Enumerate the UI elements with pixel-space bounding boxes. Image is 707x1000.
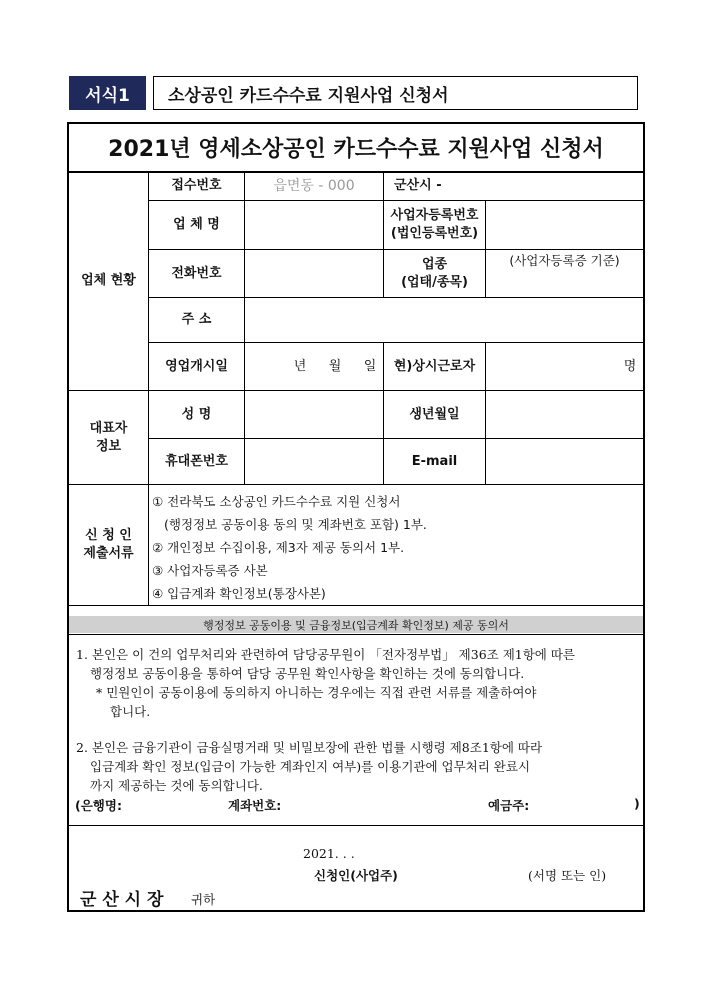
paragraph-line: 2. 본인은 금융기관이 금융실명거래 및 비밀보장에 관한 법률 시행령 제8조1항에 따라 xyxy=(76,740,543,755)
recipient: 군 산 시 장 xyxy=(80,890,164,910)
account-holder-label: 예금주: xyxy=(488,798,530,813)
industry-label: 업종 (업태/종목) xyxy=(401,256,468,290)
receipt-number-placeholder[interactable]: 읍면동 - 000 xyxy=(273,177,355,194)
divider xyxy=(67,634,645,635)
list-item: ② 개인정보 수집이용, 제3자 제공 동의서 1부. xyxy=(152,540,405,555)
form-number-tag: 서식1 xyxy=(69,76,146,110)
mobile-label: 휴대폰번호 xyxy=(165,453,228,469)
paragraph-line: 까지 제공하는 것에 동의합니다. xyxy=(90,778,263,793)
paragraph-line: 1. 본인은 이 건의 업무처리와 관련하여 담당공무원이 「전자정부법」 제36조 제1항에 따른 xyxy=(76,647,575,662)
open-date-day: 일 xyxy=(363,358,377,374)
company-name-label: 업 체 명 xyxy=(173,217,220,233)
phone-field[interactable] xyxy=(245,250,383,297)
list-item: ③ 사업자등록증 사본 xyxy=(152,563,268,578)
address-label: 주 소 xyxy=(181,312,212,328)
open-date-year: 년 xyxy=(293,358,307,374)
rep-name-label: 성 명 xyxy=(181,406,212,422)
email-label: E-mail xyxy=(411,453,458,469)
bank-name-label: (은행명: xyxy=(75,798,122,813)
birth-date-label: 생년월일 xyxy=(409,406,460,422)
business-number-field[interactable] xyxy=(486,201,643,249)
paragraph-line: 행정정보 공동이용을 통하여 담당 공무원 확인사항을 확인하는 것에 동의합니다. xyxy=(90,666,525,681)
company-name-field[interactable] xyxy=(245,201,383,249)
birth-date-field[interactable] xyxy=(486,391,643,438)
list-item: ④ 입금계좌 확인정보(통장사본) xyxy=(152,586,326,601)
phone-label: 전화번호 xyxy=(171,265,222,281)
close-paren: ) xyxy=(634,796,640,811)
open-date-label: 영업개시일 xyxy=(165,358,228,374)
account-number-label: 계좌번호: xyxy=(228,798,282,813)
paragraph-line: 합니다. xyxy=(110,704,151,719)
documents-section-label: 신 청 인 제출서류 xyxy=(83,528,134,561)
industry-note: (사업자등록증 기준) xyxy=(509,252,620,268)
receipt-city: 군산시 - xyxy=(394,178,442,194)
company-section-label: 업체 현황 xyxy=(81,273,136,289)
representative-section-label: 대표자 정보 xyxy=(89,420,128,454)
paragraph-line: * 민원인이 공동이용에 동의하지 아니하는 경우에는 직접 관련 서류를 제출하여야 xyxy=(96,685,537,700)
list-item: ① 전라북도 소상공인 카드수수료 지원 신청서 xyxy=(152,494,401,509)
paragraph-line: 입금계좌 확인 정보(입금이 가능한 계좌인지 여부)를 이용기관에 업무처리 완료시 xyxy=(90,759,531,774)
consent-paragraph-1 xyxy=(76,645,575,721)
workers-label: 현)상시근로자 xyxy=(393,358,476,374)
application-date: 2021. . . xyxy=(303,846,355,861)
applicant-label: 신청인(사업주) xyxy=(314,868,398,883)
divider xyxy=(67,605,645,606)
email-field[interactable] xyxy=(486,439,643,484)
receipt-number-label: 접수번호 xyxy=(171,178,222,194)
page-title: 2021년 영세소상공인 카드수수료 지원사업 신청서 xyxy=(108,136,604,162)
sign-note: (서명 또는 인) xyxy=(528,868,607,883)
address-field[interactable] xyxy=(245,298,643,342)
business-number-label: 사업자등록번호 (법인등록번호) xyxy=(390,208,479,241)
divider xyxy=(67,825,645,826)
form-header-title: 소상공인 카드수수료 지원사업 신청서 xyxy=(153,76,638,110)
open-date-month: 월 xyxy=(328,358,342,374)
rep-name-field[interactable] xyxy=(245,391,383,438)
list-item: (행정정보 공동이용 동의 및 계좌번호 포함) 1부. xyxy=(164,517,427,532)
consent-paragraph-2 xyxy=(76,738,542,795)
consent-section-title: 행정정보 공동이용 및 금융정보(입금계좌 확인정보) 제공 동의서 xyxy=(69,616,643,633)
divider xyxy=(67,484,645,485)
workers-unit: 명 xyxy=(623,358,637,374)
documents-list xyxy=(152,490,427,605)
honorific: 귀하 xyxy=(191,892,216,907)
mobile-field[interactable] xyxy=(245,439,383,484)
